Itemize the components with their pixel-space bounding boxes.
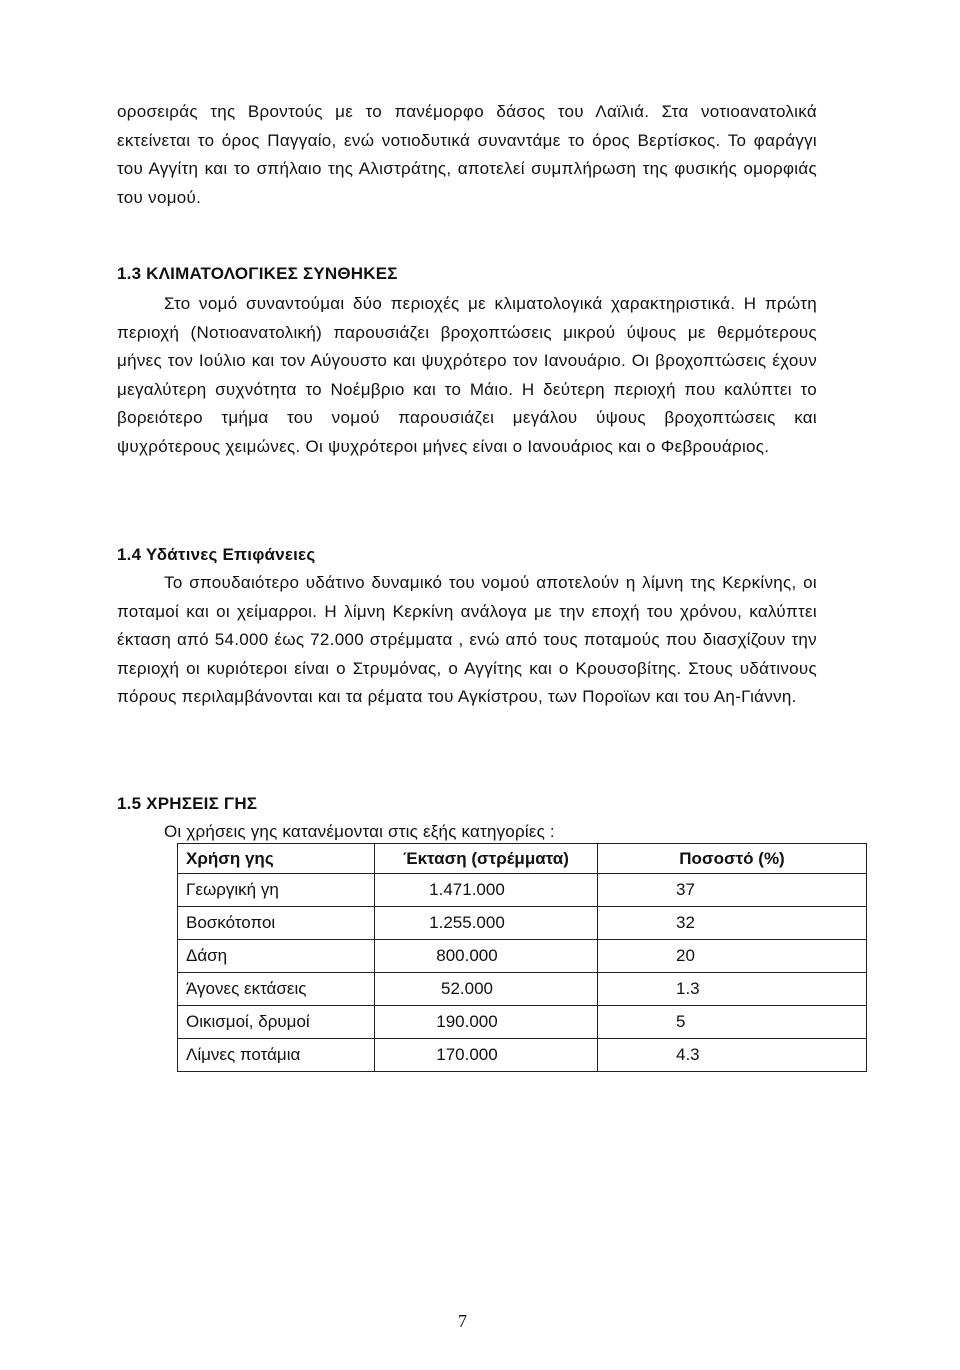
- table-header-row: [178, 844, 867, 874]
- table-row: [178, 1006, 867, 1039]
- cell-land-use: Δάση: [178, 940, 375, 973]
- cell-area: 52.000: [375, 973, 598, 1006]
- cell-area: 1.255.000: [375, 907, 598, 940]
- section-heading-land-use: 1.5 ΧΡΗΣΕΙΣ ΓΗΣ: [117, 794, 258, 813]
- climate-paragraph: Στο νομό συναντούμαι δύο περιοχές με κλιματολογικά χαρακτηριστικά. Η πρώτη περιοχή (Νοτιοανατολική) παρουσιάζει βροχοπτώσεις μικρού ύψους με θερμότερους μήνες τον Ιούλιο και τον Αύγουστο και ψυχρότερο τον Ιανουάριο. Οι βροχοπτώσεις έχουν μεγαλύτερη συχνότητα το Νοέμβριο και το Μάιο. Η δεύτερη περιοχή που καλύπτει το βορειότερο τμήμα του νομού παρουσιάζει μεγάλου ύψους βροχοπτώσεις και ψυχρότερους χειμώνες. Οι ψυχρότεροι μήνες είναι ο Ιανουάριος και ο Φεβρουάριος.: [117, 294, 817, 456]
- header-percent: Ποσοστό (%): [598, 844, 867, 874]
- continuation-paragraph: οροσειράς της Βροντούς με το πανέμορφο δάσος του Λαϊλιά. Στα νοτιοανατολικά εκτείνεται το όρος Παγγαίο, ενώ νοτιοδυτικά συναντάμε το όρος Βερτίσκος. Το φαράγγι του Αγγίτη και το σπήλαιο της Αλιστράτης, αποτελεί συμπλήρωση της φυσικής ομορφιάς του νομού.: [117, 102, 817, 207]
- cell-percent: 4.3: [598, 1039, 867, 1072]
- table-row: [178, 973, 867, 1006]
- cell-percent: 1.3: [598, 973, 867, 1006]
- table-row: [178, 874, 867, 907]
- cell-land-use: Γεωργική γη: [178, 874, 375, 907]
- table-row: [178, 907, 867, 940]
- land-use-table: [177, 843, 867, 1072]
- cell-percent: 5: [598, 1006, 867, 1039]
- cell-percent: 37: [598, 874, 867, 907]
- section-heading-water: 1.4 Υδάτινες Επιφάνειες: [117, 545, 316, 564]
- cell-percent: 20: [598, 940, 867, 973]
- cell-land-use: Οικισμοί, δρυμοί: [178, 1006, 375, 1039]
- cell-area: 190.000: [375, 1006, 598, 1039]
- table-row: [178, 1039, 867, 1072]
- cell-area: 800.000: [375, 940, 598, 973]
- header-area: Έκταση (στρέμματα): [375, 844, 598, 874]
- section-heading-climate: 1.3 ΚΛΙΜΑΤΟΛΟΓΙΚΕΣ ΣΥΝΘΗΚΕΣ: [117, 264, 398, 283]
- cell-land-use: Βοσκότοποι: [178, 907, 375, 940]
- land-use-intro: Οι χρήσεις γης κατανέμονται στις εξής κατηγορίες :: [164, 822, 555, 841]
- water-paragraph: Το σπουδαιότερο υδάτινο δυναμικό του νομού αποτελούν η λίμνη της Κερκίνης, οι ποταμοί και οι χείμαρροι. Η λίμνη Κερκίνη ανάλογα με την εποχή του χρόνου, καλύπτει έκταση από 54.000 έως 72.000 στρέμματα , ενώ από τους ποταμούς που διασχίζουν την περιοχή οι κυριότεροι είναι ο Στρυμόνας, ο Αγγίτης και ο Κρουσοβίτης. Στους υδάτινους πόρους περιλαμβάνονται και τα ρέματα του Αγκίστρου, των Ποροϊων και του Αη-Γιάννη.: [117, 573, 817, 706]
- cell-area: 1.471.000: [375, 874, 598, 907]
- header-land-use: Χρήση γης: [178, 844, 375, 874]
- cell-percent: 32: [598, 907, 867, 940]
- cell-land-use: Λίμνες ποτάμια: [178, 1039, 375, 1072]
- table-row: [178, 940, 867, 973]
- cell-area: 170.000: [375, 1039, 598, 1072]
- cell-land-use: Άγονες εκτάσεις: [178, 973, 375, 1006]
- page-number: 7: [458, 1311, 467, 1331]
